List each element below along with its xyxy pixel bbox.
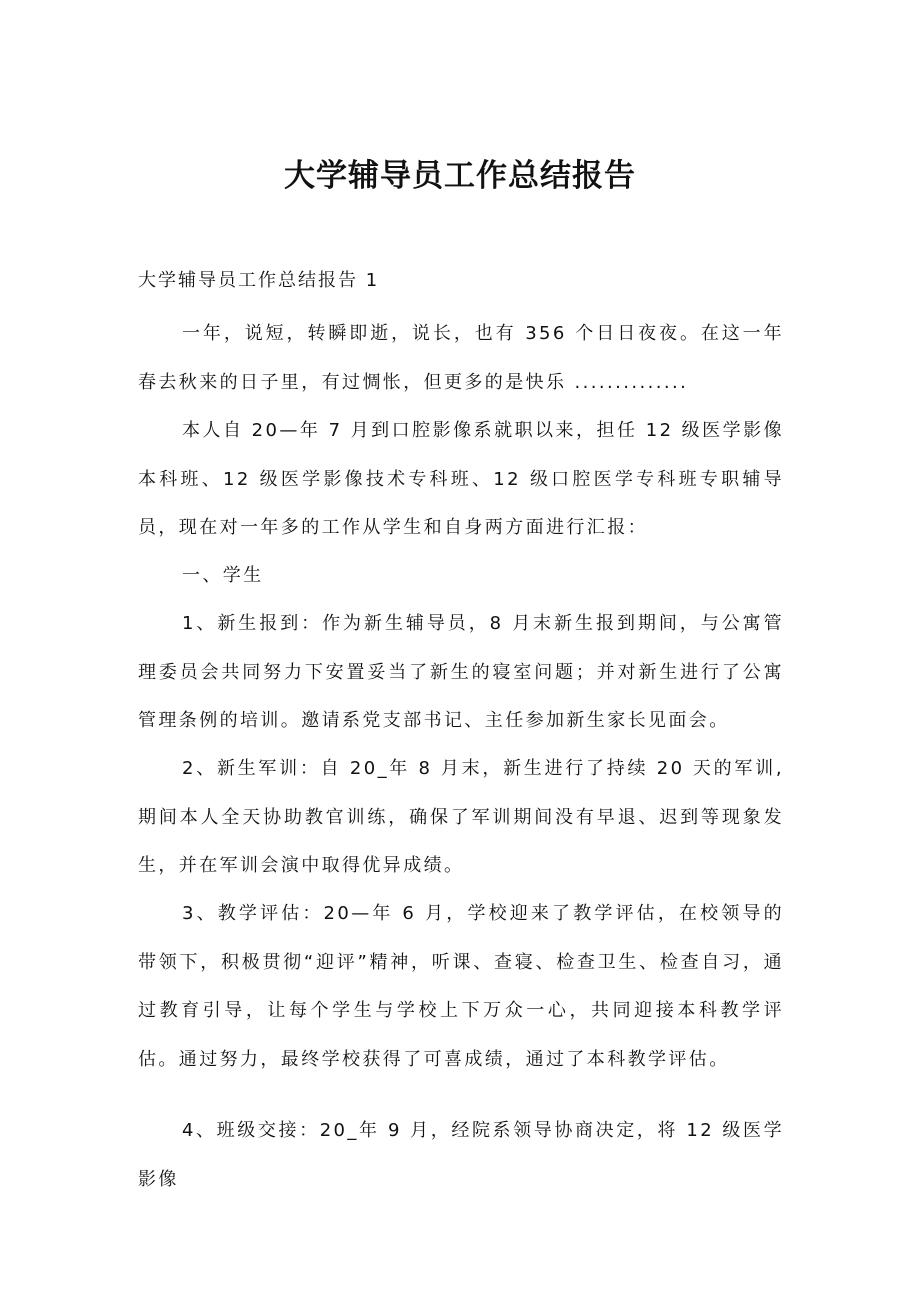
paragraph-class-handover: 4、班级交接：20_年 9 月，经院系领导协商决定，将 12 级医学影像 — [138, 1120, 784, 1190]
paragraph-teaching-evaluation: 3、教学评估：20—年 6 月，学校迎来了教学评估，在校领导的带领下，积极贯彻“迎评”精神，听课、查寝、检查卫生、检查自习，通过教育引导，让每个学生与学校上下万众一心，共同迎接本科教学评估。通过努力，最终学校获得了可喜成绩，通过了本科教学评估。 — [138, 903, 784, 1070]
paragraph-intro: 一年，说短，转瞬即逝，说长，也有 356 个日日夜夜。在这一年春去秋来的日子里，有过惆怅，但更多的是快乐 .............. — [138, 323, 784, 393]
section-heading-students: 一、学生 — [182, 565, 264, 586]
report-subtitle: 大学辅导员工作总结报告 1 — [138, 270, 380, 291]
document-title: 大学辅导员工作总结报告 — [284, 158, 636, 194]
paragraph-position: 本人自 20—年 7 月到口腔影像系就职以来，担任 12 级医学影像本科班、12 级医学影像技术专科班、12 级口腔医学专科班专职辅导员，现在对一年多的工作从学生和自身两方面进行汇报： — [138, 420, 784, 538]
paragraph-military-training: 2、新生军训：自 20_年 8 月末，新生进行了持续 20 天的军训,期间本人全天协助教官训练，确保了军训期间没有早退、迟到等现象发生，并在军训会演中取得优异成绩。 — [138, 758, 784, 876]
paragraph-new-student-registration: 1、新生报到：作为新生辅导员，8 月末新生报到期间，与公寓管理委员会共同努力下安置妥当了新生的寝室问题；并对新生进行了公寓管理条例的培训。邀请系党支部书记、主任参加新生家长见面会。 — [138, 613, 784, 731]
